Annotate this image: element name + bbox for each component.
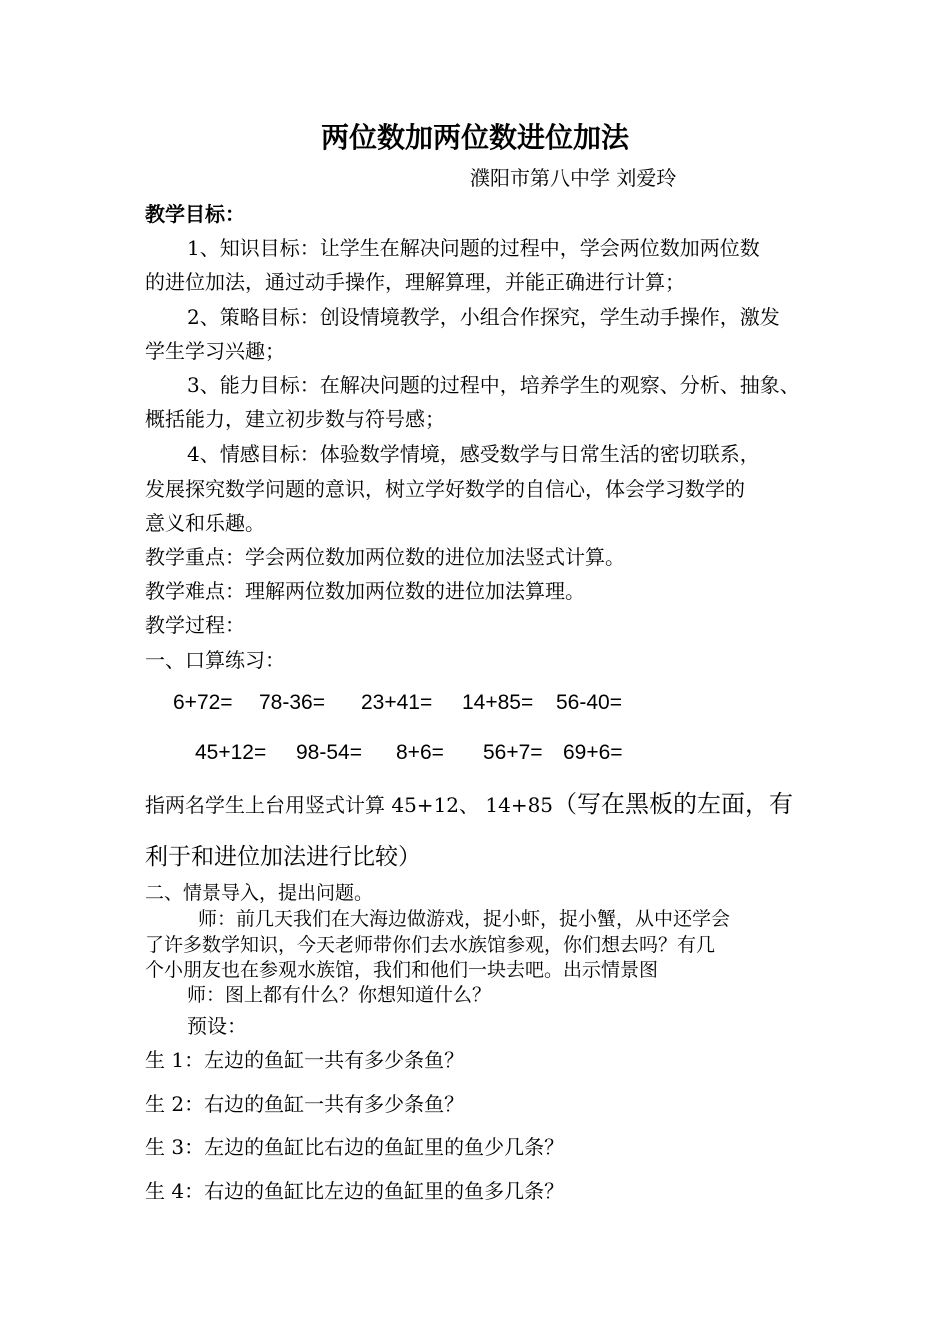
student-answer: 生 1：左边的鱼缸一共有多少条鱼？ (145, 1048, 465, 1072)
process-heading: 教学过程： (145, 613, 245, 637)
student-answer: 生 4：右边的鱼缸比左边的鱼缸里的鱼多几条？ (145, 1179, 565, 1203)
exercise-item: 98-54= (296, 741, 362, 764)
objective-2-line-1: 2、策略目标：创设情境教学，小组合作探究，学生动手操作，激发 (187, 305, 780, 329)
exercise-item: 78-36= (259, 691, 325, 714)
teacher-line-2: 了许多数学知识，今天老师带你们去水族馆参观，你们想去吗？有几 (145, 934, 716, 956)
objective-3-line-1: 3、能力目标：在解决问题的过程中，培养学生的观察、分析、抽象、 (187, 373, 800, 397)
author-line: 濮阳市第八中学 刘爱玲 (470, 166, 677, 190)
board-note (145, 792, 793, 817)
objective-1-line-2: 的进位加法，通过动手操作，理解算理，并能正确进行计算； (145, 270, 685, 294)
objective-4-line-3: 意义和乐趣。 (145, 511, 265, 535)
objective-4-line-2: 发展探究数学问题的意识，树立学好数学的自信心，体会学习数学的 (145, 477, 745, 501)
objective-4-line-1: 4、情感目标：体验数学情境，感受数学与日常生活的密切联系， (187, 442, 760, 466)
board-note-part-2: （写在黑板的左面，有 (553, 790, 794, 818)
exercise-item: 45+12= (195, 741, 267, 764)
key-point: 教学重点：学会两位数加两位数的进位加法竖式计算。 (145, 545, 625, 569)
section-1-heading: 一、口算练习： (145, 648, 285, 672)
exercise-item: 69+6= (563, 741, 623, 764)
exercise-item: 56-40= (556, 691, 622, 714)
teacher-line-3: 个小朋友也在参观水族馆，我们和他们一块去吧。出示情景图 (145, 959, 659, 981)
exercise-item: 14+85= (462, 691, 534, 714)
exercise-item: 8+6= (396, 741, 444, 764)
teacher-question: 师：图上都有什么？你想知道什么？ (187, 984, 492, 1006)
objective-3-line-2: 概括能力，建立初步数与符号感； (145, 407, 445, 431)
exercise-item: 56+7= (483, 741, 543, 764)
board-note-line-2: 利于和进位加法进行比较） (145, 844, 421, 870)
teacher-line-1: 师：前几天我们在大海边做游戏，捉小虾，捉小蟹，从中还学会 (198, 908, 731, 930)
student-answer: 生 2：右边的鱼缸一共有多少条鱼？ (145, 1092, 465, 1116)
objectives-heading: 教学目标： (145, 202, 245, 226)
document-title: 两位数加两位数进位加法 (320, 121, 629, 154)
board-note-part-1: 指两名学生上台用竖式计算 45+12、 14+85 (145, 793, 554, 817)
section-2-heading: 二、情景导入，提出问题。 (145, 882, 374, 904)
exercise-item: 23+41= (361, 691, 433, 714)
student-answer: 生 3：左边的鱼缸比右边的鱼缸里的鱼少几条？ (145, 1135, 565, 1159)
objective-1-line-1: 1、知识目标：让学生在解决问题的过程中，学会两位数加两位数 (187, 236, 760, 260)
difficult-point: 教学难点：理解两位数加两位数的进位加法算理。 (145, 579, 585, 603)
exercise-item: 6+72= (173, 691, 233, 714)
preset-label: 预设： (187, 1014, 247, 1038)
objective-2-line-2: 学生学习兴趣； (145, 339, 285, 363)
